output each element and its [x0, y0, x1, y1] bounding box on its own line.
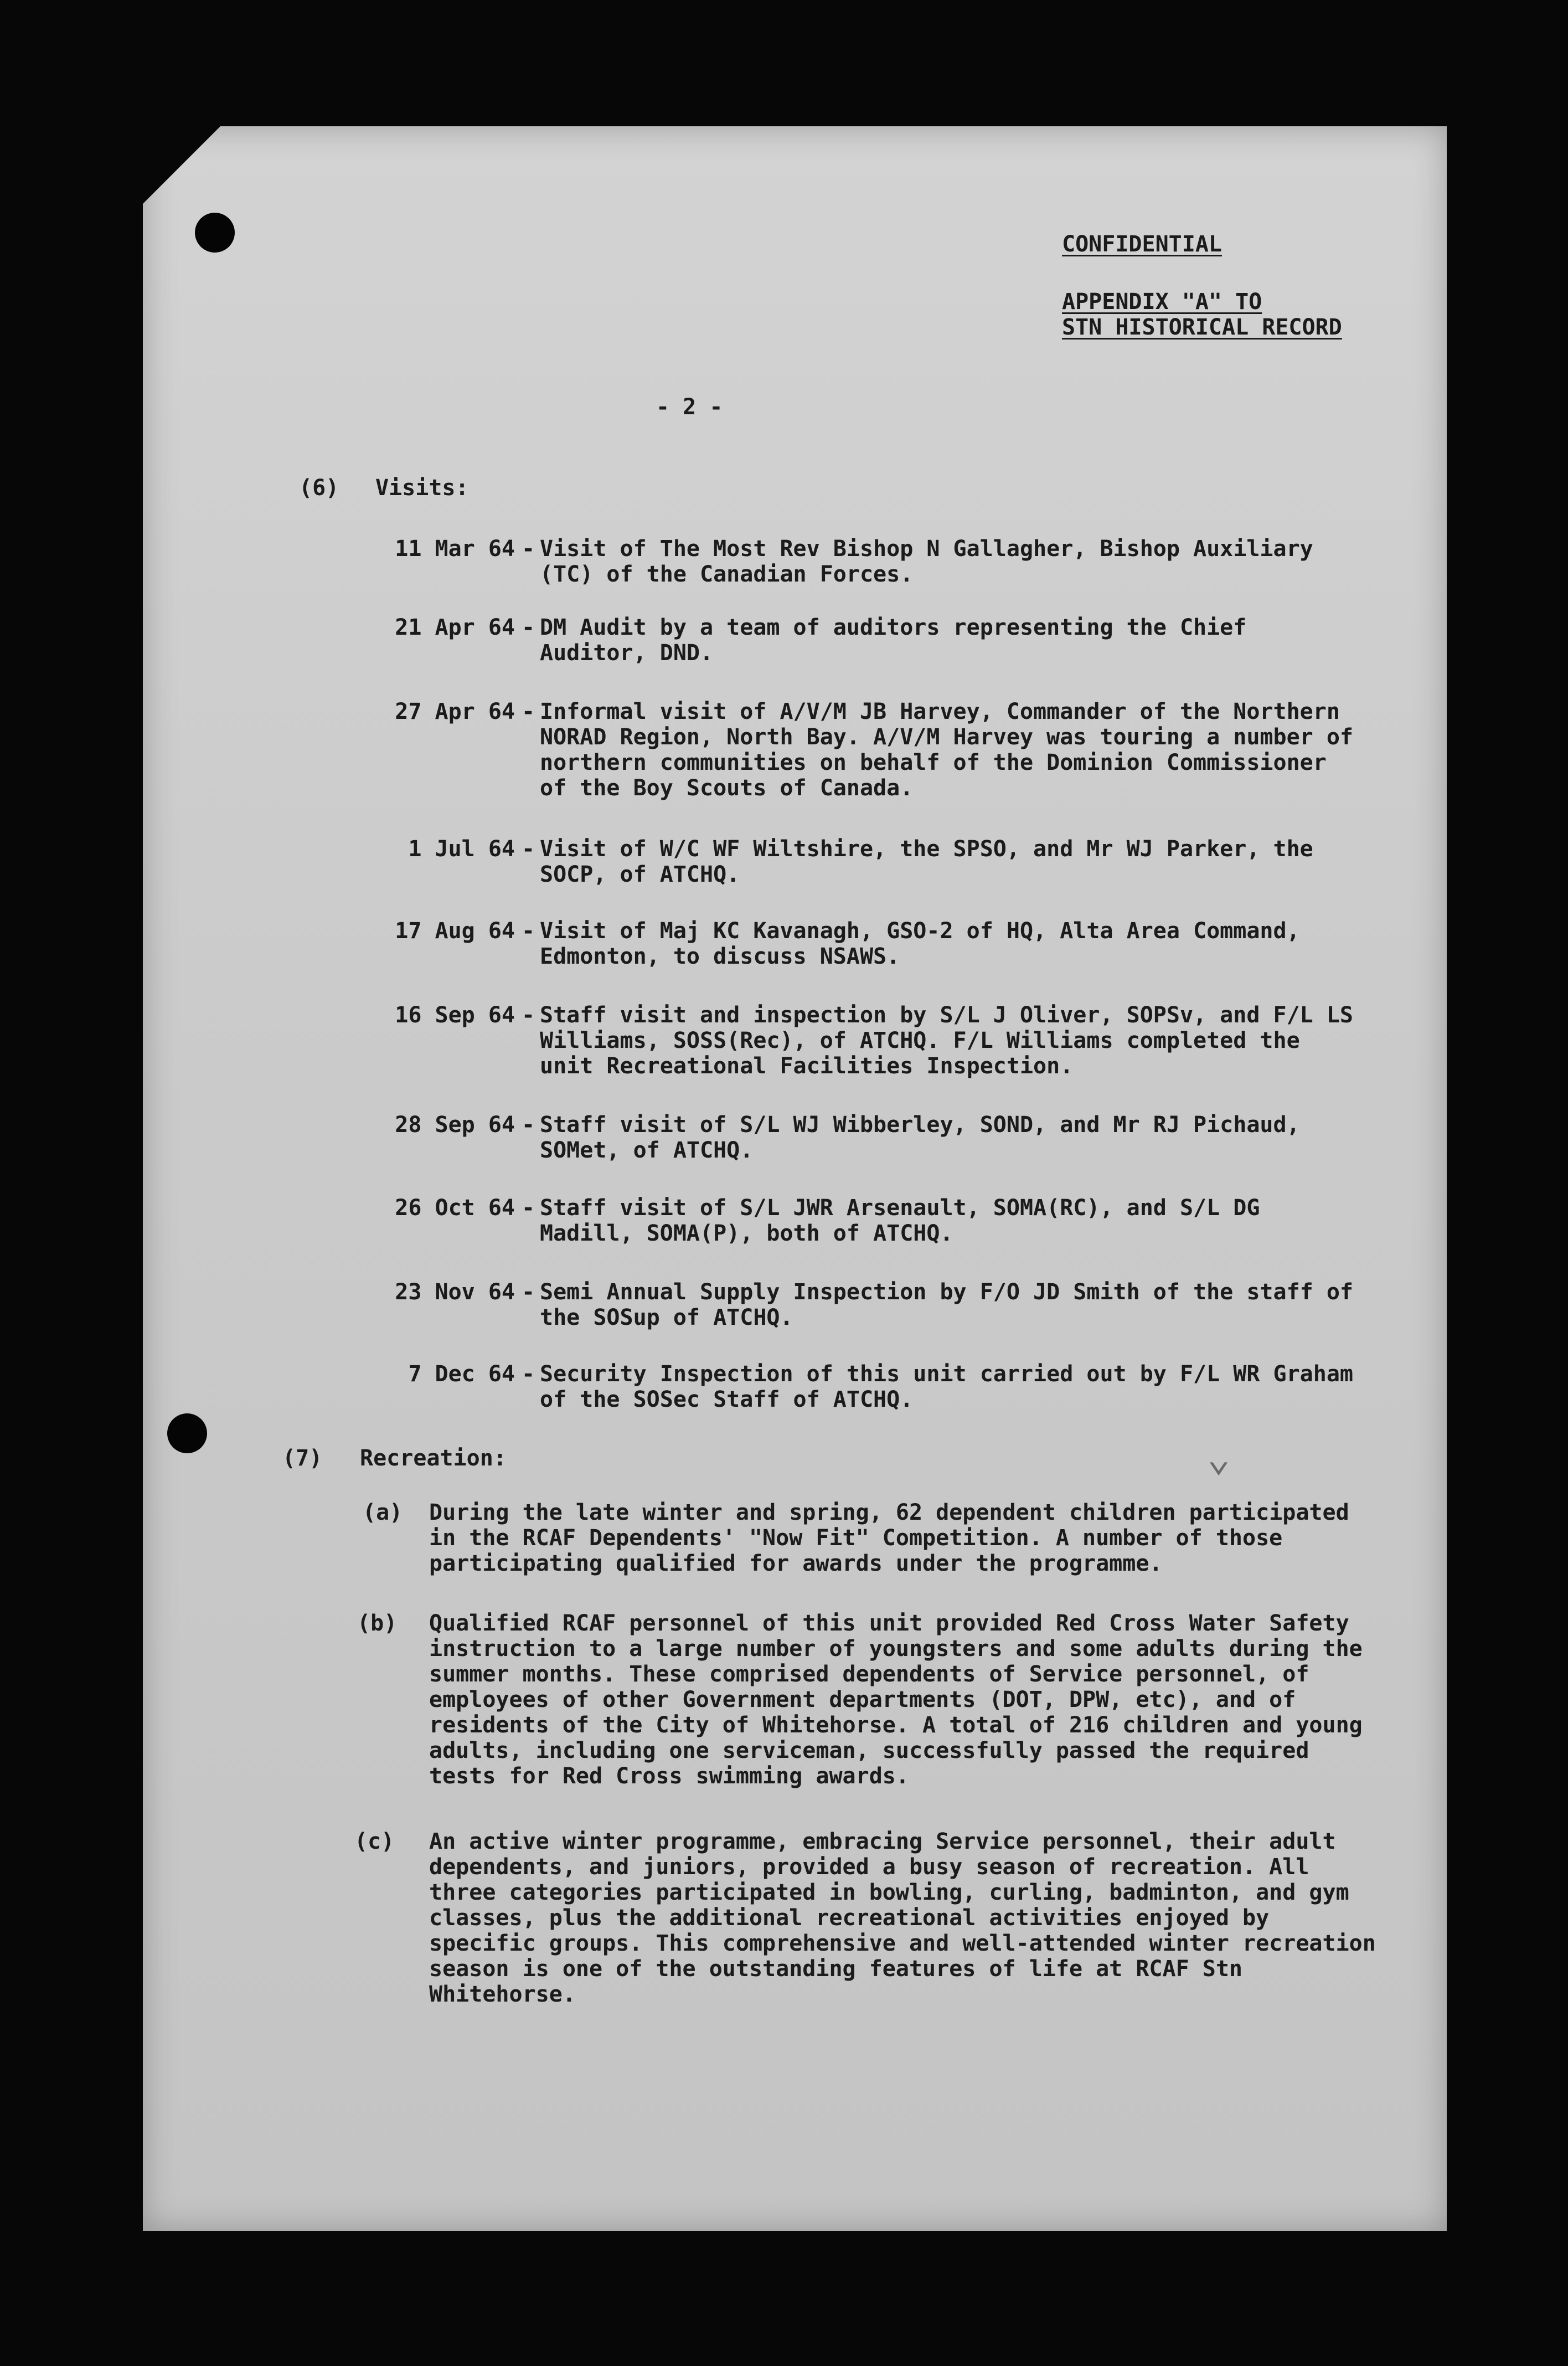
visit-date: 27 Apr 64 [395, 699, 515, 724]
dash: - [522, 1195, 535, 1221]
appendix-line-1: APPENDIX "A" TO [1062, 289, 1262, 315]
folded-corner [143, 126, 220, 204]
punch-hole-bottom [167, 1413, 207, 1453]
section-number-visits: (6) [299, 475, 339, 501]
dash: - [522, 918, 535, 944]
check-mark: ⌄ [1207, 1434, 1231, 1480]
dash: - [522, 699, 535, 724]
visit-date: 21 Apr 64 [395, 615, 515, 640]
visit-text: Security Inspection of this unit carried out by F/L WR Graham of the SOSec Staff of ATCHQ. [540, 1361, 1354, 1412]
visit-text: DM Audit by a team of auditors representing the Chief Auditor, DND. [540, 615, 1247, 666]
item-text: Qualified RCAF personnel of this unit provided Red Cross Water Safety instruction to a large number of youngsters and some adults during the summer months. These comprised dependents of Service personnel, of employees of other Government departments (DOT, DPW, etc), and of residents of the City of Whitehorse. A total of 216 children and young adults, including one serviceman, successfully passed the required tests for Red Cross swimming awards. [429, 1611, 1363, 1789]
dash: - [522, 536, 535, 562]
visit-text: Visit of The Most Rev Bishop N Gallagher, Bishop Auxiliary (TC) of the Canadian Forces. [540, 536, 1313, 587]
visit-date: 17 Aug 64 [395, 918, 515, 944]
visit-text: Visit of Maj KC Kavanagh, GSO-2 of HQ, Alta Area Command, Edmonton, to discuss NSAWS. [540, 918, 1300, 969]
visit-text: Semi Annual Supply Inspection by F/O JD Smith of the staff of the SOSup of ATCHQ. [540, 1279, 1354, 1330]
visit-text: Staff visit of S/L WJ Wibberley, SOND, and Mr RJ Pichaud, SOMet, of ATCHQ. [540, 1112, 1300, 1163]
visit-date: 7 Dec 64 [408, 1361, 515, 1387]
visit-date: 23 Nov 64 [395, 1279, 515, 1305]
page-number: - 2 - [656, 394, 723, 420]
dash: - [522, 1002, 535, 1028]
item-label: (b) [357, 1611, 398, 1636]
visit-date: 28 Sep 64 [395, 1112, 515, 1138]
visit-text: Visit of W/C WF Wiltshire, the SPSO, and Mr WJ Parker, the SOCP, of ATCHQ. [540, 836, 1313, 887]
dash: - [522, 1112, 535, 1138]
visit-text: Informal visit of A/V/M JB Harvey, Commander of the Northern NORAD Region, North Bay. A/V/M Harvey was touring a number of northern communities on behalf of the Dominion Commissioner of the Boy Scouts of Canada. [540, 699, 1354, 801]
visit-date: 16 Sep 64 [395, 1002, 515, 1028]
dash: - [522, 1279, 535, 1305]
visit-date: 26 Oct 64 [395, 1195, 515, 1221]
dash: - [522, 836, 535, 862]
visit-text: Staff visit and inspection by S/L J Oliver, SOPSv, and F/L LS Williams, SOSS(Rec), of ATCHQ. F/L Williams completed the unit Recreational Facilities Inspection. [540, 1002, 1354, 1079]
item-label: (c) [354, 1829, 395, 1854]
appendix-line-2: STN HISTORICAL RECORD [1062, 315, 1342, 340]
dash: - [522, 1361, 535, 1387]
item-label: (a) [363, 1500, 403, 1525]
section-number-recreation: (7) [282, 1446, 323, 1471]
item-text: An active winter programme, embracing Service personnel, their adult dependents, and juniors, provided a busy season of recreation. All three categories participated in bowling, curling, badminton, and gym classes, plus the additional recreational activities enjoyed by specific groups. This comprehensive and well-attended winter recreation season is one of the outstanding features of life at RCAF Stn Whitehorse. [429, 1829, 1376, 2007]
visit-date: 1 Jul 64 [408, 836, 515, 862]
section-title-recreation: Recreation: [360, 1446, 507, 1471]
visit-date: 11 Mar 64 [395, 536, 515, 562]
dash: - [522, 615, 535, 640]
item-text: During the late winter and spring, 62 dependent children participated in the RCAF Dependents' "Now Fit" Competition. A number of those participating qualified for awards under the programme. [429, 1500, 1349, 1576]
visit-text: Staff visit of S/L JWR Arsenault, SOMA(RC), and S/L DG Madill, SOMA(P), both of ATCHQ. [540, 1195, 1260, 1246]
classification-marking: CONFIDENTIAL [1062, 232, 1222, 257]
section-title-visits: Visits: [375, 475, 469, 501]
punch-hole-top [195, 213, 235, 253]
